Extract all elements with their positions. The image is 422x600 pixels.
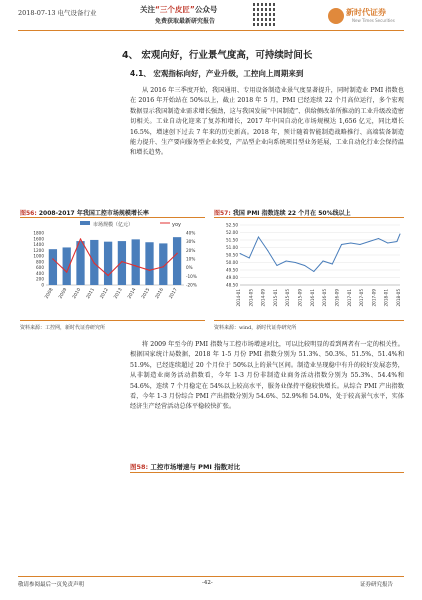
x-tick-label: 2015-09: [297, 289, 303, 307]
y2-tick-label: 10%: [186, 256, 196, 262]
pmi-point: [286, 261, 287, 262]
pmi-point: [267, 250, 268, 251]
y-tick-label: 1400: [33, 242, 44, 248]
pmi-point: [350, 243, 351, 244]
yoy-line: [53, 239, 177, 275]
fig57-chart: [214, 219, 404, 319]
x-tick-label: 2014-05: [248, 289, 254, 307]
pmi-point: [332, 264, 333, 265]
bar: [104, 242, 112, 285]
y-tick-label: 200: [36, 276, 44, 282]
pmi-point: [387, 243, 388, 244]
yoy-point: [163, 266, 164, 267]
pmi-point: [360, 244, 361, 245]
y-tick-label: 0: [41, 282, 44, 288]
y-tick-label: 50.00: [226, 260, 238, 265]
promo-line: 关注“三个皮匠”公众号: [140, 5, 218, 14]
fig57-source: 资料来源：wind，新时代证券研究所: [214, 325, 297, 331]
y-tick-label: 51.00: [226, 245, 238, 250]
x-tick-label: 2008: [44, 287, 55, 300]
y2-tick-label: 0%: [186, 265, 193, 271]
y-tick-label: 49.00: [226, 275, 238, 280]
pmi-point: [400, 234, 401, 235]
x-tick-label: 2016-09: [334, 289, 340, 307]
y-tick-label: 1000: [33, 253, 44, 259]
subsection-title: 4.1、 宏观指标向好，产业升级，工控向上周期来到: [130, 69, 304, 78]
pmi-point: [323, 261, 324, 262]
company-logo-text: 新时代证券: [346, 8, 386, 17]
promo-subline: 免费获取最新研究报告: [155, 18, 216, 25]
y2-tick-label: -10%: [186, 273, 197, 279]
x-tick-label: 2017-09: [371, 289, 377, 307]
pmi-line: [240, 234, 400, 272]
pmi-point: [258, 237, 259, 238]
x-tick-label: 2009: [58, 287, 69, 300]
x-tick-label: 2017-05: [359, 289, 365, 307]
pmi-point: [369, 241, 370, 242]
company-logo-en: New Times Securities: [352, 18, 395, 23]
x-tick-label: 2017: [168, 287, 179, 300]
x-tick-label: 2014: [127, 287, 138, 300]
header-date-sector: 2018-07-13 电气设备行业: [18, 9, 97, 17]
yoy-point: [107, 275, 108, 276]
yoy-point: [176, 253, 177, 254]
header-divider: [18, 30, 404, 31]
x-tick-label: 2018-05: [396, 289, 401, 307]
bar: [76, 241, 84, 285]
x-tick-label: 2015-05: [285, 289, 291, 307]
yoy-point: [135, 265, 136, 266]
footer-label: 证券研究报告: [360, 582, 394, 588]
fig57-title: 图57: 我国 PMI 指数连续 22 个月在 50%线以上: [214, 210, 351, 217]
pmi-point: [341, 244, 342, 245]
pmi-point: [378, 238, 379, 239]
y-tick-label: 800: [36, 259, 44, 265]
legend-label-market-size: 市场规模（亿元）: [93, 222, 134, 228]
y-tick-label: 52.50: [226, 222, 238, 228]
x-tick-label: 2014-01: [236, 289, 241, 307]
pmi-point: [304, 265, 305, 266]
yoy-point: [66, 271, 67, 272]
page-number: -42-: [202, 580, 213, 586]
x-tick-label: 2016: [154, 287, 166, 300]
x-tick-label: 2011: [85, 287, 97, 300]
fig56-source: 资料来源：工控网，新时代证券研究所: [20, 325, 106, 331]
x-tick-label: 2017-01: [346, 289, 352, 307]
y-tick-label: 51.50: [226, 237, 238, 243]
company-logo-icon: [328, 8, 344, 24]
x-tick-label: 2015-01: [272, 289, 278, 307]
x-tick-label: 2015: [141, 287, 152, 300]
yoy-point: [149, 270, 150, 271]
fig56-title: 图56: 2008-2017 年我国工控市场规模增长率: [20, 210, 149, 217]
fig58-title: 图58: 工控市场增速与 PMI 指数对比: [130, 463, 241, 471]
yoy-point: [121, 261, 122, 262]
pmi-point: [276, 265, 277, 266]
yoy-point: [52, 258, 53, 259]
paragraph-2: 将 2009 年至今的 PMI 指数与工控市场增速对比，可以比较明显的看到两者有一定的相关性。根据国家统计局数据，2018 年 1-5 月份 PMI 指数分别为 51.3%、50.3%、51.5%、51.4%和 51.9%，已经连续超过 20 个月位于 50%以上的景气区间。制造业呈现稳中有升的较好发展态势，从非制造业商务活动指数看，今年 1-3 月份非制造业商务活动指数分别为 55.3%、54.4%和 54.6%，连续 7 个月稳定在 54%以上较高水平，服务业保持平稳较快增长。从综合 PMI 产出指数看，今年 1-3 月份综合 PMI 产出指数分别为 54.6%、52.9%和 54.0%，处于较高景气水平，实体经济生产经营活动总体平稳较快扩张。: [130, 341, 404, 411]
pmi-point: [313, 271, 314, 272]
x-tick-label: 2018-01: [383, 289, 389, 307]
footer-divider: [18, 576, 404, 577]
bar: [145, 242, 153, 285]
x-tick-label: 2014-09: [260, 289, 266, 307]
legend-label-yoy: yoy: [172, 222, 181, 228]
x-tick-label: 2012: [99, 287, 110, 300]
pmi-point: [249, 258, 250, 259]
y2-tick-label: 30%: [186, 239, 196, 245]
y-tick-label: 52.00: [226, 230, 238, 235]
paragraph-1: 从 2016 年三季度开始，我国通用、专用设备制造业景气度显著提升，同时制造业 PMI 指数也在 2016 年开始站在 50%以上，截止 2018 年 5 月，PMI 已经连续 22 个月高位运行，多个宏观数据显示我国制造业需求增长强劲，这与我国发展“中国制造”、供给侧改革所推动的工业升级改造密切相关。工业自动化迎来了复苏和增长，2017 年中国自动化市场规模达 1,656 亿元，同比增长 16.5%，增速创下过去 7 年来的历史新高。2018 年，预计随着智能制造战略推行、高端装备制造能力提升、生产要向服务型企业转变，产品型企业向系统项目型业务延展，工业自动化行业会保持温和增长趋势。: [130, 87, 404, 157]
y-tick-label: 50.50: [226, 252, 238, 258]
y-tick-label: 1800: [33, 230, 44, 236]
x-tick-label: 2016-01: [309, 289, 315, 307]
y-tick-label: 1200: [33, 247, 44, 253]
pmi-point: [295, 262, 296, 263]
y-tick-label: 600: [36, 265, 44, 271]
y2-tick-label: 40%: [186, 230, 196, 236]
bar: [173, 237, 181, 285]
bar: [132, 239, 140, 285]
legend-swatch-market-size: [80, 221, 90, 225]
y-tick-label: 49.50: [226, 267, 238, 273]
bar: [49, 249, 57, 285]
x-tick-label: 2016-05: [322, 289, 328, 307]
y-tick-label: 400: [36, 270, 44, 276]
pmi-point: [240, 253, 241, 254]
yoy-point: [94, 263, 95, 264]
pmi-point: [396, 241, 397, 242]
x-tick-label: 2013: [113, 287, 124, 300]
section-title: 4、 宏观向好，行业景气度高，可持续时间长: [122, 50, 313, 61]
y2-tick-label: 20%: [186, 247, 196, 253]
y-tick-label: 1600: [33, 236, 44, 242]
footer-disclaimer: 敬请参阅最后一页免责声明: [18, 582, 85, 588]
y-tick-label: 48.50: [226, 282, 238, 288]
y2-tick-label: -20%: [186, 282, 197, 288]
fig56-chart: [20, 219, 206, 319]
x-tick-label: 2010: [72, 287, 83, 300]
yoy-point: [80, 238, 81, 239]
